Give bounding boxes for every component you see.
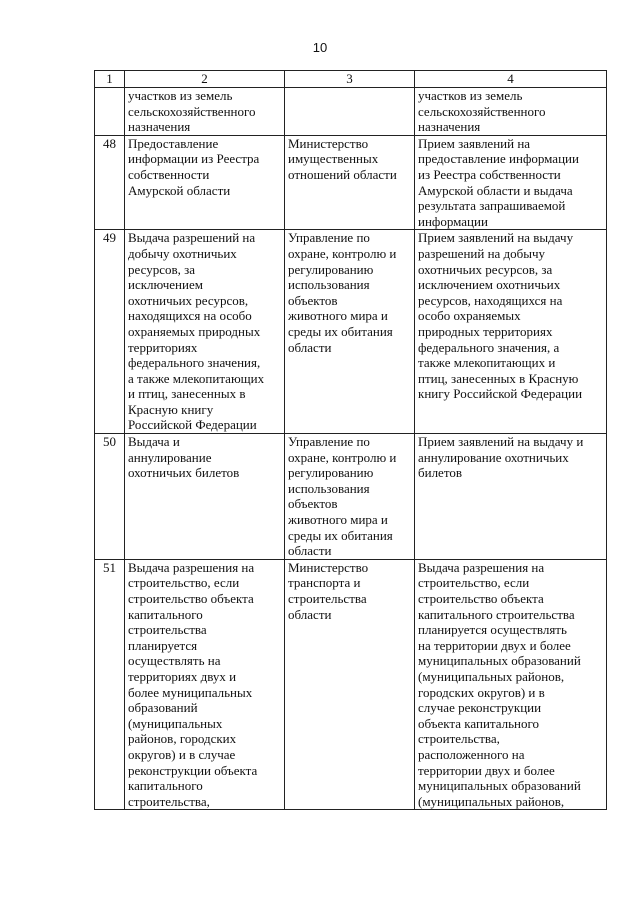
cell-num: 50 — [95, 434, 125, 560]
cell-authority: Управление по охране, контролю и регулированию использования объектов животного мира и среды их обитания области — [285, 434, 415, 560]
table-row — [95, 434, 607, 560]
cell-num: 51 — [95, 559, 125, 810]
cell-num — [95, 88, 125, 136]
cell-service: Выдача и аннулирование охотничьих билетов — [125, 434, 285, 560]
cell-description: Прием заявлений на выдачу разрешений на добычу охотничьих ресурсов, за исключением охотничьих ресурсов, находящихся на особо охраняемых природных территориях федерального значения, а также млекопитающих и птиц, занесенных в Красную книгу Российской Федерации — [415, 230, 607, 434]
cell-authority: Управление по охране, контролю и регулированию использования объектов животного мира и среды их обитания области — [285, 230, 415, 434]
cell-num: 49 — [95, 230, 125, 434]
header-col-2: 2 — [125, 71, 285, 88]
services-table — [94, 70, 607, 810]
cell-description: Выдача разрешения на строительство, если строительство объекта капитального строительства планируется осуществлять на территории двух и более муниципальных образований (муниципальных районов, городских округов) и в случае реконструкции объекта капитального строительства, расположенного на территории двух и более муниципальных образований (муниципальных районов, — [415, 559, 607, 810]
cell-authority — [285, 88, 415, 136]
table-row — [95, 135, 607, 230]
table-row — [95, 230, 607, 434]
cell-authority: Министерство транспорта и строительства области — [285, 559, 415, 810]
cell-authority: Министерство имущественных отношений области — [285, 135, 415, 230]
page-number: 10 — [312, 40, 328, 55]
cell-service: Выдача разрешений на добычу охотничьих ресурсов, за исключением охотничьих ресурсов, находящихся на особо охраняемых природных территориях федерального значения, а также млекопитающих и птиц, занесенных в Красную книгу Российской Федерации — [125, 230, 285, 434]
header-col-1: 1 — [95, 71, 125, 88]
cell-num: 48 — [95, 135, 125, 230]
cell-service: Выдача разрешения на строительство, если строительство объекта капитального строительства планируется осуществлять на территориях двух и более муниципальных образований (муниципальных районов, городских округов) и в случае реконструкции объекта капитального строительства, — [125, 559, 285, 810]
cell-service: участков из земель сельскохозяйственного назначения — [125, 88, 285, 136]
cell-service: Предоставление информации из Реестра собственности Амурской области — [125, 135, 285, 230]
table-row-continuation — [95, 88, 607, 136]
header-col-3: 3 — [285, 71, 415, 88]
cell-description: участков из земель сельскохозяйственного назначения — [415, 88, 607, 136]
header-col-4: 4 — [415, 71, 607, 88]
table-row — [95, 559, 607, 810]
cell-description: Прием заявлений на предоставление информации из Реестра собственности Амурской области и выдача результата запрашиваемой информации — [415, 135, 607, 230]
cell-description: Прием заявлений на выдачу и аннулирование охотничьих билетов — [415, 434, 607, 560]
header-row — [95, 71, 607, 88]
